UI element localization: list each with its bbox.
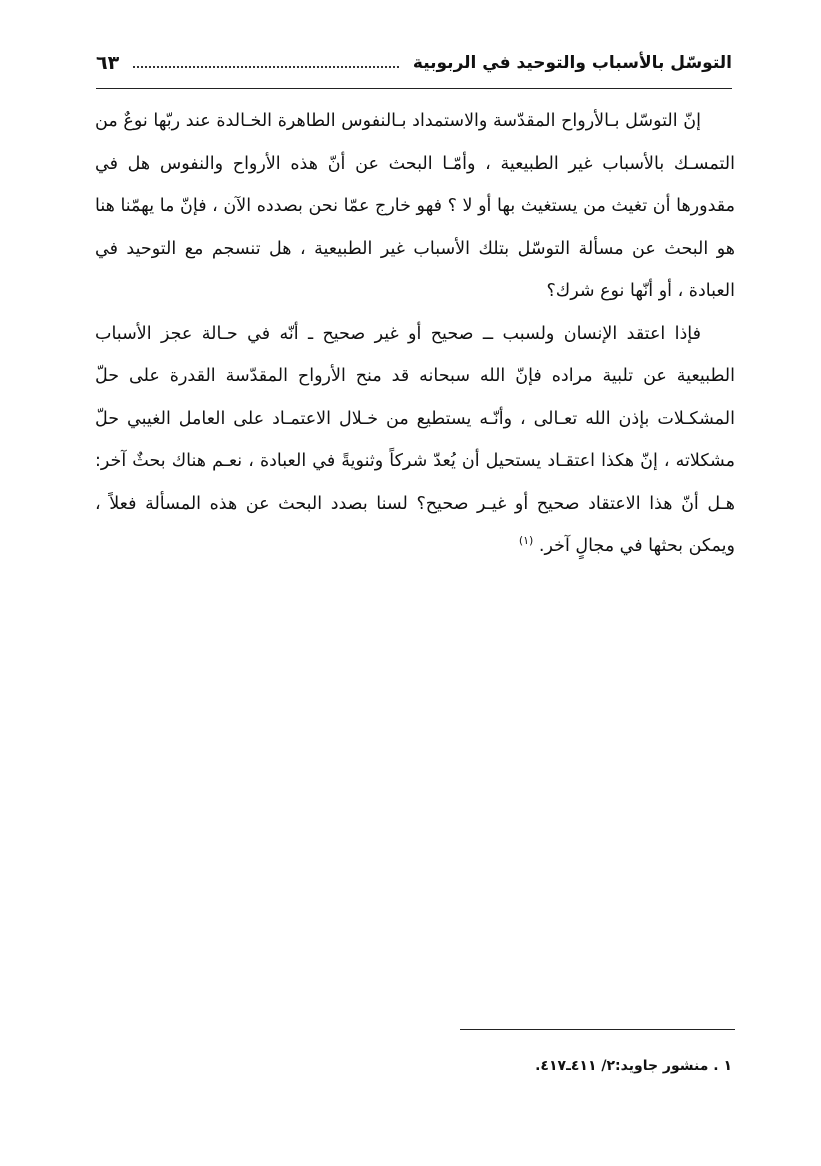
header-title: التوسّل بالأسباب والتوحيد في الربوبية: [412, 53, 732, 73]
paragraph-2: [95, 313, 735, 568]
header-rule: [96, 88, 732, 89]
paragraph-1: [95, 100, 735, 313]
footnote-reference: (١): [518, 534, 534, 548]
paragraph-2-text: فإذا اعتقد الإنسان ولسبب ــ صحيح أو غير صحيح ـ أنّه في حـالة عجز الأسباب الطبيعية عن تلبية مراده فإنّ الله سبحانه قد منح الأرواح المقدّسة القدرة على حلّ المشكـلات بإذن الله تعـالى ، وأنّـه يستطيع من خـلال الاعتمـاد على العامل الغيبي حلّ مشكلاته ، إنّ هكذا اعتقـاد يستحيل أن يُعدّ شركاً وثنويةً في العبادة ، نعـم هناك بحثٌ آخر: هـل أنّ هذا الاعتقاد صحيح أو غيـر صحيح؟ لسنا بصدد البحث عن هذه المسألة فعلاً ، ويمكن بحثها في مجالٍ آخر.: [95, 323, 735, 556]
footnote: [96, 1054, 732, 1078]
footnote-text: ١ . منشور جاويد:٢/ ٤١١ـ٤١٧.: [535, 1058, 732, 1074]
running-header: [96, 46, 732, 80]
header-dot-leader: [133, 66, 399, 68]
paragraph-1-text: إنّ التوسّل بـالأرواح المقدّسة والاستمداد بـالنفوس الطاهرة الخـالدة عند ربّها نوعٌ من التمسـك بالأسباب غير الطبيعية ، وأمّـا البحث عن أنّ هذه الأرواح والنفوس هل في مقدورها أن تغيث من يستغيث بها أو لا ؟ فهو خارج عمّا نحن بصدده الآن ، فإنّ ما يهمّنا هنا هو البحث عن مسألة التوسّل بتلك الأسباب غير الطبيعية ، هل تنسجم مع التوحيد في العبادة ، أو أنّها نوع شرك؟: [95, 111, 735, 301]
page-number: ٦٣: [96, 52, 120, 74]
body-text: [95, 100, 735, 568]
footnote-rule: [460, 1029, 735, 1030]
